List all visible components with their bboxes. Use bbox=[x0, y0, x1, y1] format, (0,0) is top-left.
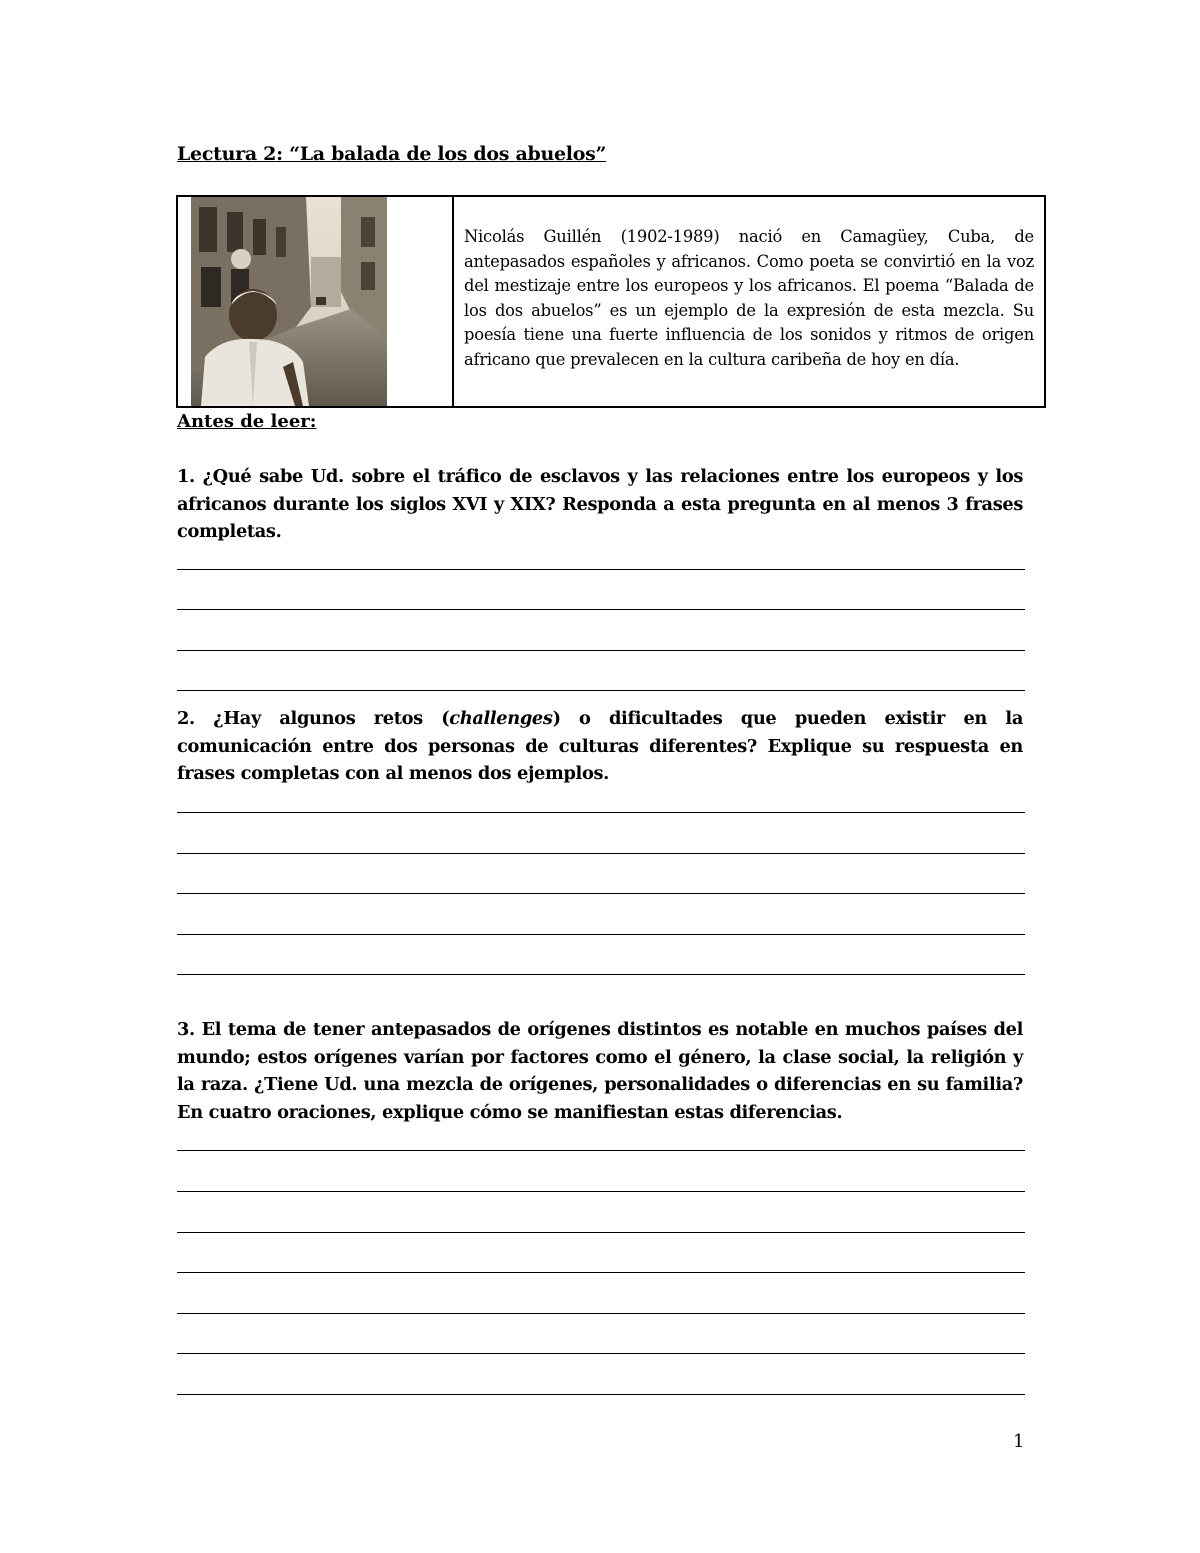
bio-table bbox=[176, 195, 1046, 408]
answer-line[interactable] bbox=[177, 893, 1025, 894]
page-title: Lectura 2: “La balada de los dos abuelos” bbox=[177, 143, 607, 165]
photo-cell bbox=[178, 197, 454, 406]
answer-line[interactable] bbox=[177, 609, 1025, 610]
answer-line[interactable] bbox=[177, 934, 1025, 935]
answer-line[interactable] bbox=[177, 1232, 1025, 1233]
answer-line[interactable] bbox=[177, 812, 1025, 813]
question-2: 2. ¿Hay algunos retos (challenges) o dificultades que pueden existir en la comunicación entre dos personas de culturas diferentes? Explique su respuesta en frases completas con al menos dos ejemplos. bbox=[177, 708, 1023, 784]
answer-line[interactable] bbox=[177, 1313, 1025, 1314]
author-photo bbox=[191, 197, 387, 406]
answer-line[interactable] bbox=[177, 1272, 1025, 1273]
answer-line[interactable] bbox=[177, 1353, 1025, 1354]
page-number: 1 bbox=[1013, 1431, 1025, 1452]
answer-line[interactable] bbox=[177, 650, 1025, 651]
answer-line[interactable] bbox=[177, 1150, 1025, 1151]
section-heading: Antes de leer: bbox=[177, 411, 317, 432]
answer-line[interactable] bbox=[177, 974, 1025, 975]
question-3: 3. El tema de tener antepasados de orígenes distintos es notable en muchos países del mundo; estos orígenes varían por factores como el género, la clase social, la religión y la raza. ¿Tiene Ud. una mezcla de orígenes, personalidades o diferencias en su familia? En cuatro oraciones, explique cómo se manifiestan estas diferencias. bbox=[177, 1019, 1023, 1123]
question-2-italic-term: challenges bbox=[449, 708, 553, 729]
answer-line[interactable] bbox=[177, 1394, 1025, 1395]
question-1: 1. ¿Qué sabe Ud. sobre el tráfico de esclavos y las relaciones entre los europeos y los africanos durante los siglos XVI y XIX? Responda a esta pregunta en al menos 3 frases completas. bbox=[177, 466, 1023, 542]
answer-line[interactable] bbox=[177, 690, 1025, 691]
bio-text: Nicolás Guillén (1902-1989) nació en Camagüey, Cuba, de antepasados españoles y africanos. Como poeta se convirtió en la voz del mestizaje entre los europeos y los africanos. El poema “Balada de los dos abuelos” es un ejemplo de la expresión de esta mezcla. Su poesía tiene una fuerte influencia de los sonidos y ritmos de origen africano que prevalecen en la cultura caribeña de hoy en día. bbox=[464, 227, 1034, 369]
answer-line[interactable] bbox=[177, 853, 1025, 854]
answer-line[interactable] bbox=[177, 569, 1025, 570]
answer-line[interactable] bbox=[177, 1191, 1025, 1192]
